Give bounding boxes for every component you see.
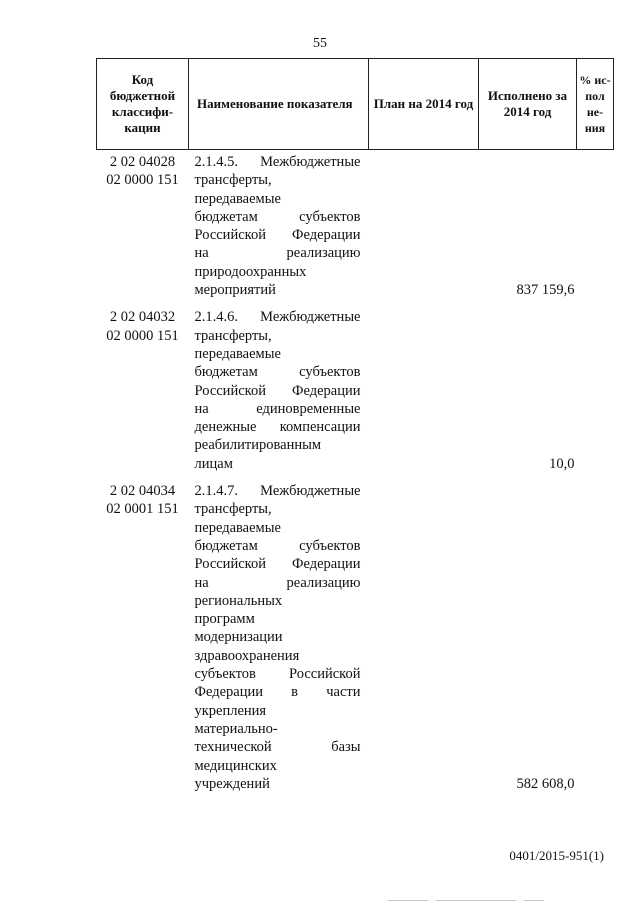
indicator-name-line: 2.1.4.5. Межбюджетные: [194, 154, 361, 170]
plan-cell: [369, 305, 479, 479]
scan-artifact-line: [436, 900, 516, 901]
header-percent: % ис-пол не-ния: [577, 59, 614, 150]
header-name: Наименование показателя: [189, 59, 369, 150]
indicator-name-line: 2.1.4.6. Межбюджетные: [194, 309, 361, 326]
indicator-name-line: природоохранных: [194, 263, 307, 280]
indicator-name-line: Российской Федерации: [194, 382, 361, 399]
percent-cell: [577, 479, 614, 793]
indicator-name-line: субъектов Российской: [194, 666, 361, 683]
plan-cell: [369, 150, 479, 306]
indicator-name-line: на реализацию: [194, 574, 361, 591]
executed-cell: 837 159,6: [516, 282, 575, 299]
indicator-name-line: медицинских: [194, 757, 277, 774]
indicator-name-line: трансферты,: [194, 327, 272, 344]
indicator-name-line: бюджетам субъектов: [194, 208, 361, 225]
executed-cell: 582 608,0: [516, 775, 575, 792]
code-cell: [97, 305, 189, 479]
budget-table: [96, 58, 614, 793]
indicator-name-cell: [189, 305, 369, 479]
indicator-name-line: лицам: [194, 455, 233, 472]
table-row: [97, 305, 614, 479]
scan-artifact-line: [524, 900, 544, 901]
indicator-name-cell: [189, 150, 369, 306]
indicator-name-line: 2.1.4.7. Межбюджетные: [194, 483, 361, 500]
table-header-row: [97, 59, 614, 150]
indicator-name-line: Федерации в части: [194, 684, 361, 701]
table-row: [97, 150, 614, 306]
plan-cell: [369, 479, 479, 793]
indicator-name-line: передаваемые: [194, 345, 281, 362]
indicator-name-line: денежные компенсации: [194, 419, 361, 436]
indicator-name-line: передаваемые: [194, 190, 281, 207]
indicator-name-line: трансферты,: [194, 172, 272, 189]
code-line: 02 0000 151: [106, 327, 179, 344]
code-line: 2 02 04028: [109, 154, 176, 170]
indicator-name-line: учреждений: [194, 775, 270, 792]
indicator-name-cell: [189, 479, 369, 793]
indicator-name-line: укрепления: [194, 702, 267, 719]
percent-cell: [577, 305, 614, 479]
indicator-name-line: здравоохранения: [194, 647, 300, 664]
code-cell: [97, 150, 189, 306]
indicator-name-line: бюджетам субъектов: [194, 364, 361, 381]
document-code: 0401/2015-951(1): [509, 848, 604, 863]
indicator-name-line: программ: [194, 611, 255, 628]
indicator-name-line: Российской Федерации: [194, 227, 361, 244]
header-executed: Исполнено за 2014 год: [479, 59, 577, 150]
percent-cell: [577, 150, 614, 306]
code-line: 02 0000 151: [106, 172, 179, 189]
indicator-name-line: передаваемые: [194, 519, 281, 536]
indicator-name-line: на единовременные: [194, 400, 361, 417]
header-plan: План на 2014 год: [369, 59, 479, 150]
indicator-name-line: мероприятий: [194, 282, 276, 299]
indicator-name-line: материально-: [194, 720, 278, 737]
indicator-name-line: бюджетам субъектов: [194, 537, 361, 554]
indicator-name-line: технической базы: [194, 739, 361, 756]
table-row: [97, 479, 614, 793]
header-code: Код бюджетной классифи-кации: [97, 59, 189, 150]
indicator-name-line: трансферты,: [194, 501, 272, 518]
scan-artifact-line: [388, 900, 428, 901]
indicator-name-line: модернизации: [194, 629, 283, 646]
indicator-name-line: на реализацию: [194, 245, 361, 262]
indicator-name-line: реабилитированным: [194, 437, 322, 454]
code-line: 02 0001 151: [106, 501, 179, 518]
page-number: 55: [313, 36, 327, 51]
indicator-name-line: региональных: [194, 592, 283, 609]
executed-cell: 10,0: [549, 455, 575, 472]
code-line: 2 02 04034: [109, 483, 176, 500]
code-cell: [97, 479, 189, 793]
code-line: 2 02 04032: [109, 309, 176, 326]
indicator-name-line: Российской Федерации: [194, 556, 361, 573]
